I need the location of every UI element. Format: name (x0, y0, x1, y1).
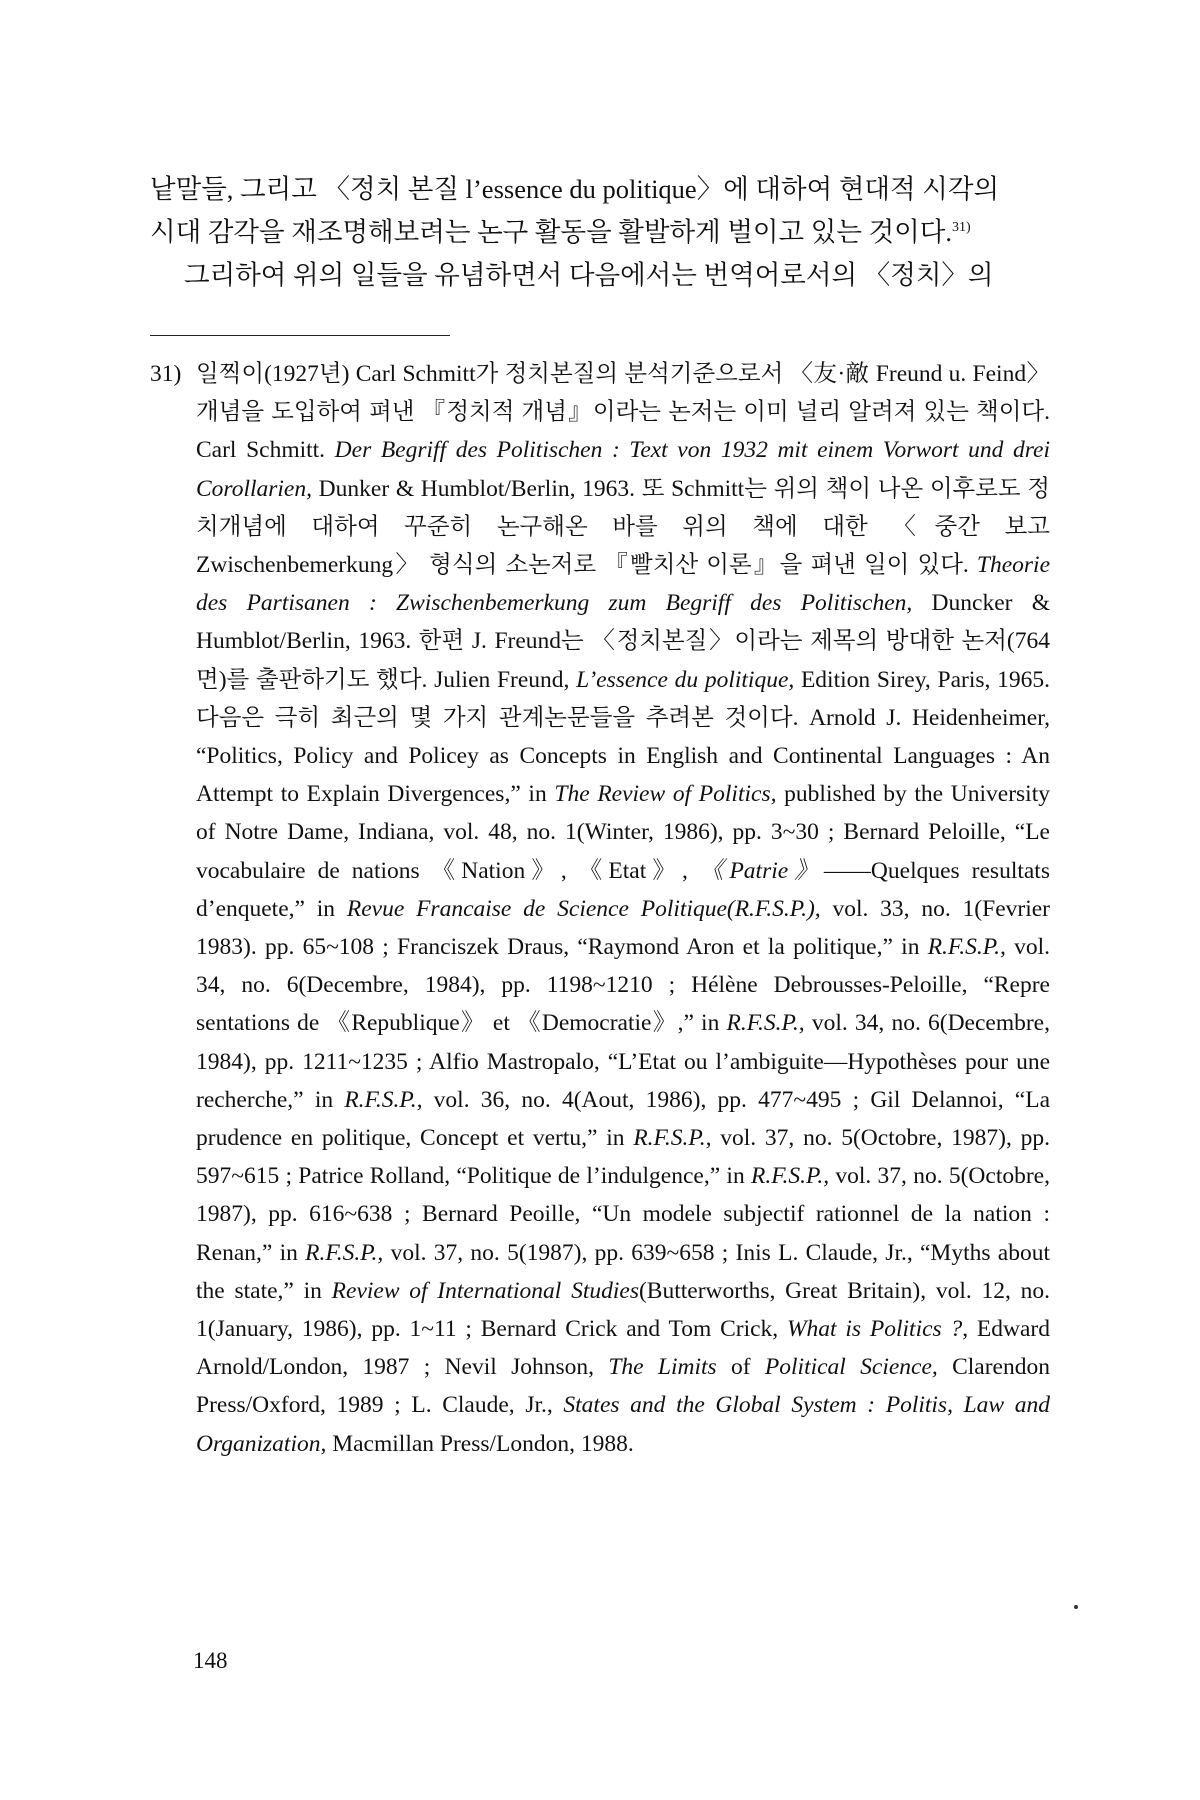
fn-title: Der Begriff des Politischen : Text von 1932 mit einem Vorwort und drei Corollarien, (196, 437, 1050, 502)
fn-text: of (716, 1354, 765, 1381)
fn-title: 《Patrie》 (699, 857, 824, 884)
fn-title: Political Science, (764, 1354, 938, 1381)
fn-text: vol. 37, no. 5(Octobre, 1987), pp. 616~638 ; Bernard Peoille, “Un modele subjectif rationnel de la nation : Renan,” in (196, 1163, 1050, 1266)
fn-title: R.F.S.P., (344, 1086, 423, 1113)
fn-text: Edition Sirey, Paris, 1965. 다음은 극히 최근의 몇 가지 관계논문들을 추려본 것이다. Arnold J. Heidenheimer, “Politics, Policy and Policey as Concepts in English and Continental Languages : An Attempt to Explain Divergences,” in (196, 666, 1050, 808)
fn-text: Macmillan Press/London, 1988. (326, 1430, 634, 1457)
fn-text: Clarendon Press/Oxford, 1989 ; L. Claude, Jr., (196, 1354, 1050, 1419)
fn-title: What is Politics ? (786, 1316, 963, 1343)
fn-title: R.F.S.P., (927, 934, 1006, 961)
fn-text: vol. 37, no. 5(Octobre, 1987), pp. 597~615 ; Patrice Rolland, “Politique de l’indulgence,” in (196, 1125, 1050, 1190)
fn-text: Dunker & Humblot/Berlin, 1963. 또 Schmitt는 위의 책이 나온 이후로도 정치개념에 대하여 꾸준히 논구해온 바를 위의 책에 대한 〈중간 보고 Zwischenbemerkung〉 형식의 소논저로 『빨치산 이론』을 펴낸 일이 있다. (196, 475, 1050, 579)
fn-text: published by the University of Notre Dame, Indiana, vol. 48, no. 1(Winter, 1986), pp. 3~30 ; Bernard Peloille, “Le vocabulaire de nations 《Nation》, 《Etat》, (196, 781, 1050, 884)
footnote-ref: 31) (952, 220, 971, 236)
body-line-2-text: 시대 감각을 재조명해보려는 논구 활동을 활발하게 벌이고 있는 것이다. (150, 217, 952, 247)
footnote-31 (150, 355, 1050, 1463)
fn-title: R.F.S.P., (305, 1239, 384, 1266)
fn-title: Theorie des Partisanen : Zwischenbemerkung zum Begriff des Politischen, (196, 552, 1050, 617)
fn-title: Review of International Studies (331, 1277, 639, 1304)
body-line-2 (150, 211, 1048, 254)
fn-text: , Edward Arnold/London, 1987 ; Nevil Johnson, (196, 1316, 1050, 1381)
footnote-paragraph (196, 355, 1050, 1463)
fn-text: 일찍이(1927년) Carl Schmitt가 정치본질의 분석기준으로서 〈友·敵 Freund u. Feind〉개념을 도입하여 펴낸 『정치적 개념』이라는 논저는 이미 널리 알려져 있는 책이다. Carl Schmitt. (196, 361, 1050, 464)
fn-text: vol. 34, no. 6(Decembre, 1984), pp. 1211~1235 ; Alfio Mastropalo, “L’Etat ou l’ambiguite—Hypothèses pour une recherche,” in (196, 1010, 1050, 1113)
fn-text: vol. 37, no. 5(1987), pp. 639~658 ; Inis L. Claude, Jr., “Myths about the state,” in (196, 1239, 1050, 1304)
body-text (150, 168, 1048, 297)
fn-title: Revue Francaise de Science Politique(R.F.S.P.), (346, 895, 821, 922)
fn-text: vol. 34, no. 6(Decembre, 1984), pp. 1198~1210 ; Hélène Debrousses-Peloille, “Repre sentations de 《Republique》 et 《Democratie》,” in (196, 934, 1050, 1037)
fn-title: L’essence du politique, (576, 666, 795, 693)
fn-text: (Butterworths, Great Britain), vol. 12, no. 1(January, 1986), pp. 1~11 ; Bernard Crick and Tom Crick, (196, 1277, 1051, 1343)
scan-speck (1074, 1605, 1078, 1609)
fn-text: vol. 33, no. 1(Fevrier 1983). pp. 65~108 ; Franciszek Draus, “Raymond Aron et la politique,” in (196, 895, 1050, 961)
fn-title: The Review of Politics, (554, 781, 777, 808)
footnote-divider (150, 335, 450, 336)
fn-title: R.F.S.P., (750, 1163, 830, 1190)
body-line-3: 그리하여 위의 일들을 유념하면서 다음에서는 번역어로서의 〈정치〉의 (184, 260, 994, 290)
body-line-1: 낱말들, 그리고 〈정치 본질 l’essence du politique〉에 대하여 현대적 시각의 (150, 174, 1000, 204)
footnote-body (196, 355, 1050, 1463)
fn-title: R.F.S.P., (633, 1125, 712, 1152)
fn-title: The Limits (608, 1354, 717, 1381)
fn-title: States and the Global System : Politis, Law and Organization, (196, 1392, 1050, 1457)
page-number: 148 (193, 1648, 228, 1673)
footnote-number: 31) (150, 361, 182, 387)
fn-text: ——Quelques resultats d’enquete,” in (196, 857, 1050, 922)
fn-text: Duncker & Humblot/Berlin, 1963. 한편 J. Freund는 〈정치본질〉이라는 제목의 방대한 논저(764면)를 출판하기도 했다. Julien Freund, (196, 590, 1050, 693)
fn-title: R.F.S.P., (726, 1010, 805, 1037)
fn-text: vol. 36, no. 4(Aout, 1986), pp. 477~495 ; Gil Delannoi, “La prudence en politique, Concept et vertu,” in (196, 1086, 1051, 1152)
